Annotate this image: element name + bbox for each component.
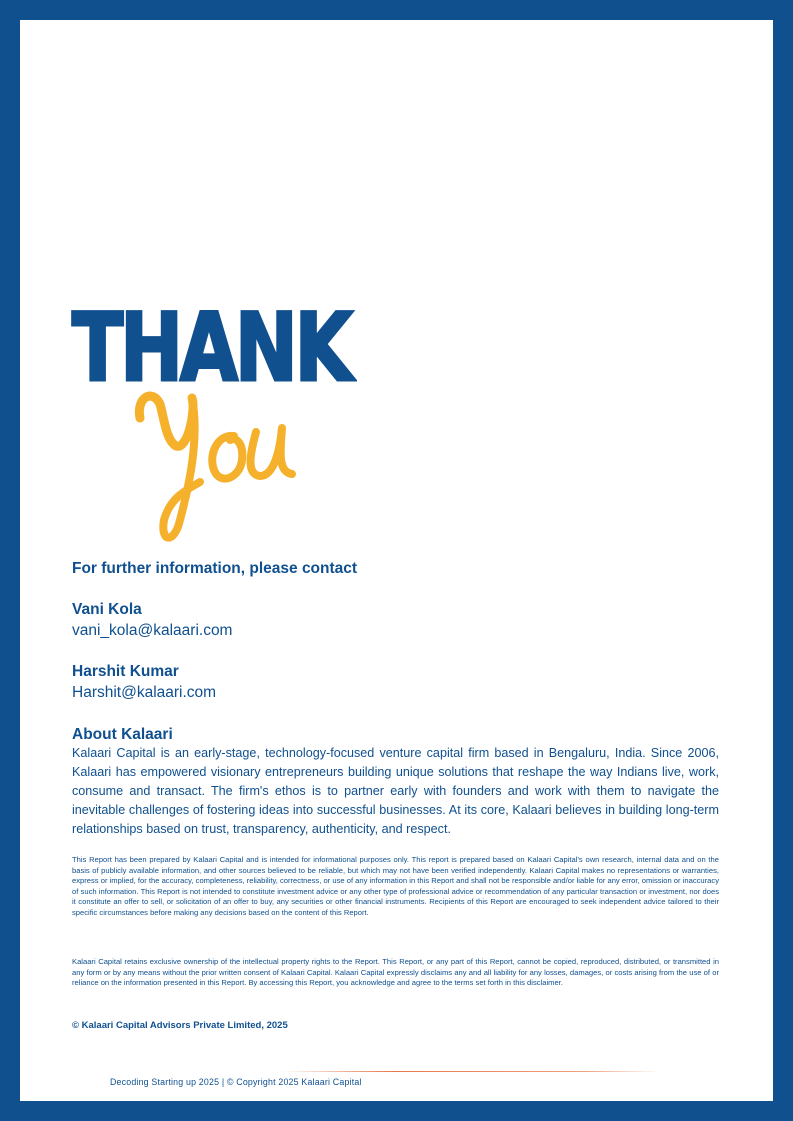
report-page	[20, 20, 773, 1101]
footer-divider	[280, 1071, 660, 1072]
contact-heading: For further information, please contact	[72, 560, 358, 577]
footer-text: Decoding Starting up 2025 | © Copyright 2025 Kalaari Capital	[110, 1077, 362, 1087]
thank-heading: THANK	[72, 294, 350, 403]
copyright-notice: © Kalaari Capital Advisors Private Limited, 2025	[72, 1020, 288, 1031]
contact-name-vani: Vani Kola	[72, 601, 142, 618]
contact-name-harshit: Harshit Kumar	[72, 663, 179, 680]
contact-email-vani[interactable]: vani_kola@kalaari.com	[72, 622, 233, 639]
you-script-lettering	[130, 370, 310, 550]
disclaimer-paragraph-2: Kalaari Capital retains exclusive ownership of the intellectual property rights to the Report. This Report, or any part of this Report, cannot be copied, reproduced, distributed, or transmitted in any form or by any means without the prior written consent of Kalaari Capital. Kalaari Capital expressly disclaims any and all liability for any losses, damages, or costs arising from the use of or reliance on the information presented in this Report. By accessing this Report, you acknowledge and agree to the terms set forth in this disclaimer.	[72, 957, 719, 988]
about-title: About Kalaari	[72, 726, 173, 743]
about-body: Kalaari Capital is an early-stage, technology-focused venture capital firm based in Bengaluru, India. Since 2006, Kalaari has empowered visionary entrepreneurs building unique solutions that reshape the way Indians live, work, consume and transact. The firm's ethos is to partner early with founders and work with them to navigate the inevitable challenges of fostering ideas into successful businesses. At its core, Kalaari believes in building long-term relationships based on trust, transparency, authenticity, and respect.	[72, 746, 719, 836]
disclaimer-paragraph-1: This Report has been prepared by Kalaari Capital and is intended for informational purposes only. This report is prepared based on Kalaari Capital's own research, internal data and on the basis of publicly available information, and other sources believed to be reliable, but which may not have been verified independently. Kalaari Capital makes no representations or warranties, express or implied, for the accuracy, completeness, reliability, correctness, or use of any information in this Report and shall not be responsible and/or liable for any error, omission or inaccuracy of such information. This Report is not intended to constitute investment advice or any other type of professional advice or recommendation of any particular transaction or investment, nor does it constitute an offer to sell, or solicitation of an offer to buy, any securities or other financial instruments. Recipients of this Report are encouraged to seek independent advice tailored to their specific circumstances before making any decisions based on the content of this Report.	[72, 855, 719, 917]
contact-email-harshit[interactable]: Harshit@kalaari.com	[72, 684, 217, 701]
